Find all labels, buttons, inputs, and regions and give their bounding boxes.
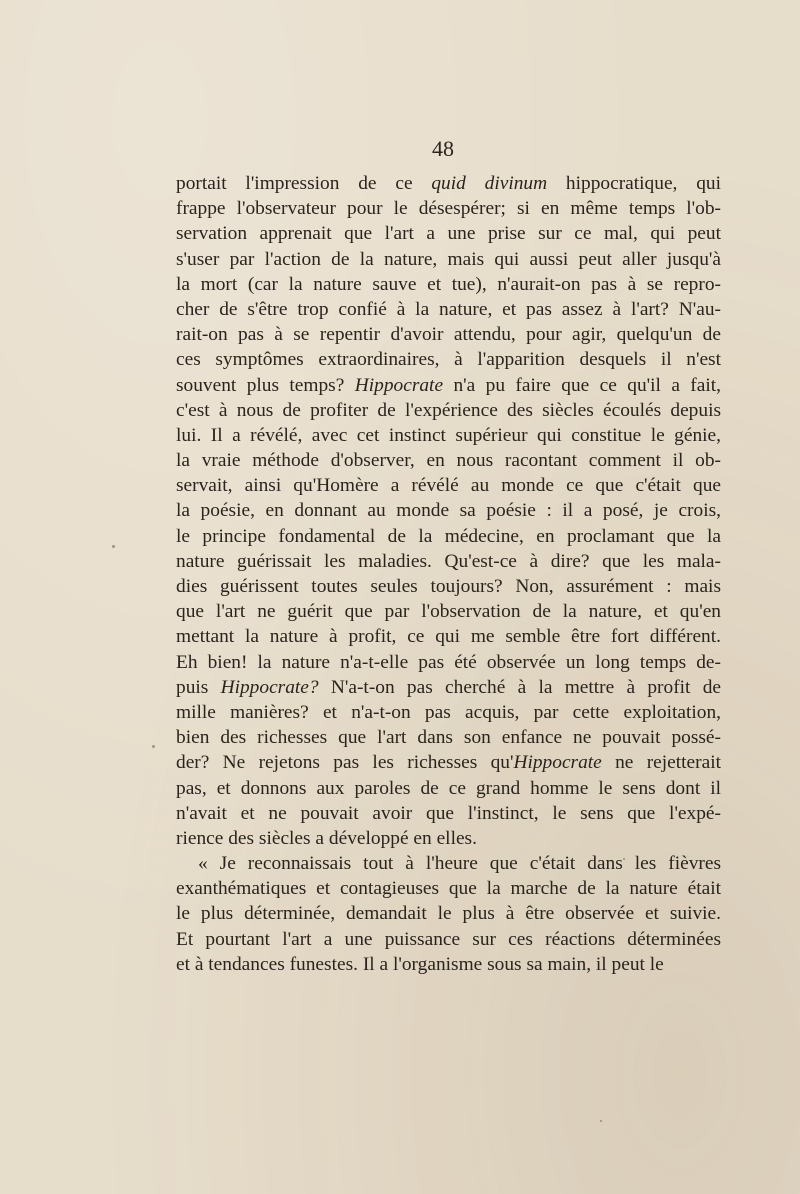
text-line: Eh bien! la nature n'a-t-elle pas été observée un long temps de- xyxy=(176,651,721,673)
text-line: mille manières? et n'a-t-on pas acquis, par cette exploitation, xyxy=(176,701,721,723)
page-number: 48 xyxy=(432,136,454,161)
text-line: c'est à nous de profiter de l'expérience des siècles écoulés depuis xyxy=(176,399,721,421)
italic-name: Hippocrate xyxy=(513,752,602,774)
text-line: servait, ainsi qu'Homère a révélé au monde ce que c'était que xyxy=(176,475,721,497)
text-line: le plus déterminée, demandait le plus à être observée et suivie. xyxy=(176,903,721,925)
text-line: la poésie, en donnant au monde sa poésie : il a posé, je crois, xyxy=(176,500,721,522)
text-line: la vraie méthode d'observer, en nous racontant comment il ob- xyxy=(176,450,721,472)
text-line: mettant la nature à profit, ce qui me semble être fort différent. xyxy=(176,626,721,648)
text-line: « Je reconnaissais tout à l'heure que c'était dans les fièvres xyxy=(198,853,721,875)
text-line: pas, et donnons aux paroles de ce grand homme le sens dont il xyxy=(176,777,721,799)
italic-name: Hippocrate? xyxy=(220,676,319,698)
text-line: exanthématiques et contagieuses que la marche de la nature était xyxy=(176,878,721,900)
text-line: dies guérissent toutes seules toujours? Non, assurément : mais xyxy=(176,576,721,597)
italic-name: quid divinum xyxy=(431,173,548,194)
text-line: ces symptômes extraordinaires, à l'apparition desquels il n'est xyxy=(176,349,721,371)
paper-speck xyxy=(600,1120,602,1122)
paper-speck xyxy=(112,545,115,548)
text-line: puis Hippocrate? N'a-t-on pas cherché à la mettre à profit de xyxy=(176,676,721,698)
text-line: servation apprenait que l'art a une prise sur ce mal, qui peut xyxy=(176,223,721,245)
text-line: Et pourtant l'art a une puissance sur ces réactions déterminées xyxy=(176,928,721,950)
text-line: nature guérissait les maladies. Qu'est-ce à dire? que les mala- xyxy=(176,550,721,572)
text-line: portait l'impression de ce quid divinum hippocratique, qui xyxy=(176,173,721,194)
text-line: le principe fondamental de la médecine, en proclamant que la xyxy=(176,525,721,547)
text-line: rience des siècles a développé en elles. xyxy=(176,827,477,849)
text-line: bien des richesses que l'art dans son enfance ne pouvait possé- xyxy=(176,727,721,749)
text-line: souvent plus temps? Hippocrate n'a pu faire que ce qu'il a fait, xyxy=(176,374,721,396)
text-line: que l'art ne guérit que par l'observation de la nature, et qu'en xyxy=(176,601,721,623)
paper-speck xyxy=(152,745,155,748)
text-line: n'avait et ne pouvait avoir que l'instinct, le sens que l'expé- xyxy=(176,802,721,824)
text-line: et à tendances funestes. Il a l'organisme sous sa main, il peut le xyxy=(176,953,664,975)
italic-name: Hippocrate xyxy=(354,374,444,396)
text-line: der? Ne rejetons pas les richesses qu'Hippocrate ne rejetterait xyxy=(176,752,721,774)
text-line: frappe l'observateur pour le désespérer; si en même temps l'ob- xyxy=(176,198,721,220)
text-line: lui. Il a révélé, avec cet instinct supérieur qui constitue le génie, xyxy=(176,424,721,446)
text-line: rait-on pas à se repentir d'avoir attendu, pour agir, quelqu'un de xyxy=(176,324,721,346)
text-line: la mort (car la nature sauve et tue), n'aurait-on pas à se repro- xyxy=(176,273,721,295)
paper-speck xyxy=(623,858,625,860)
text-line: cher de s'être trop confié à la nature, et pas assez à l'art? N'au- xyxy=(176,298,721,320)
body-text xyxy=(176,171,721,977)
text-line: s'user par l'action de la nature, mais qui aussi peut aller jusqu'à xyxy=(176,248,721,270)
